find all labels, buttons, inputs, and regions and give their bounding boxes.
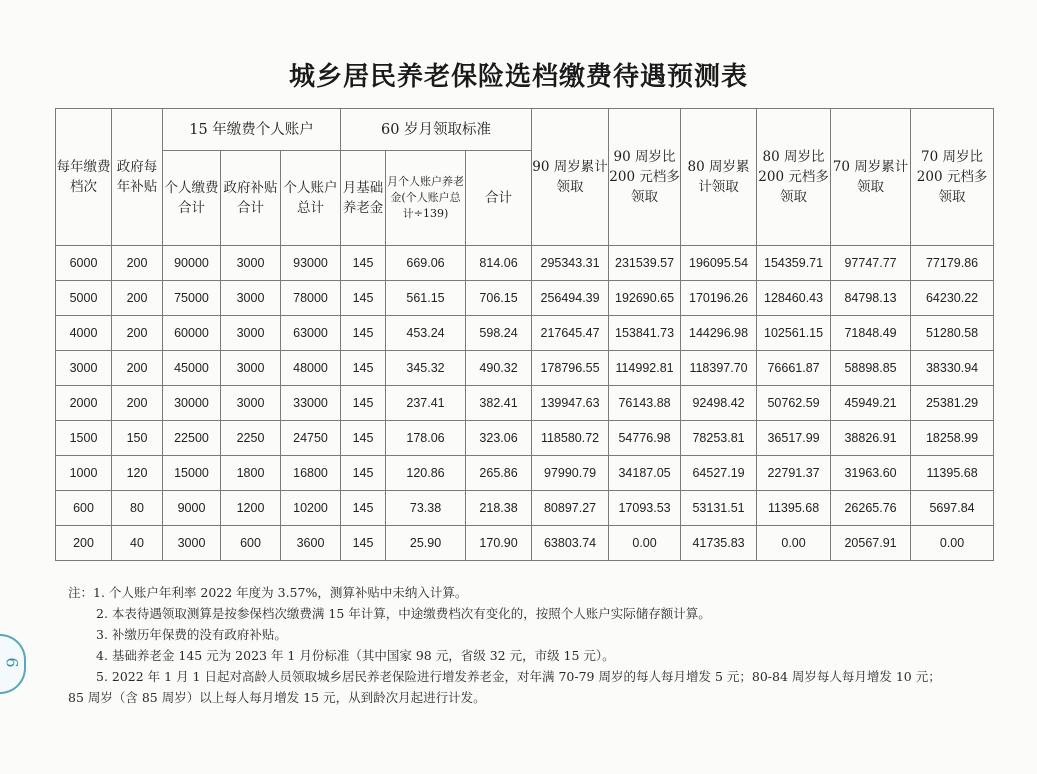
table-cell: 150 <box>112 421 163 456</box>
table-cell: 453.24 <box>386 316 466 351</box>
table-cell: 41735.83 <box>681 526 757 561</box>
table-cell: 58898.85 <box>831 351 911 386</box>
table-cell: 3000 <box>221 316 281 351</box>
table-row <box>56 526 994 561</box>
note-2: 2. 本表待遇领取测算是按参保档次缴费满 15 年计算，中途缴费档次有变化的，按照个人账户实际储存额计算。 <box>96 606 711 621</box>
header-personal-total: 个人缴费合计 <box>163 151 221 246</box>
table-cell: 145 <box>341 246 386 281</box>
page-number: 6 <box>2 657 22 668</box>
header-personal-pension: 月个人账户养老金(个人账户总计÷139) <box>386 151 466 246</box>
table-row <box>56 246 994 281</box>
header-group-monthly: 60 岁月领取标准 <box>341 109 532 151</box>
table-row <box>56 351 994 386</box>
table-cell: 154359.71 <box>757 246 831 281</box>
table-cell: 80897.27 <box>532 491 609 526</box>
table-cell: 45949.21 <box>831 386 911 421</box>
table-cell: 295343.31 <box>532 246 609 281</box>
table-cell: 84798.13 <box>831 281 911 316</box>
table-cell: 598.24 <box>466 316 532 351</box>
table-cell: 669.06 <box>386 246 466 281</box>
table-cell: 345.32 <box>386 351 466 386</box>
table-cell: 48000 <box>281 351 341 386</box>
header-basic-pension: 月基础养老金 <box>341 151 386 246</box>
table-cell: 93000 <box>281 246 341 281</box>
table-cell: 38826.91 <box>831 421 911 456</box>
table-cell: 40 <box>112 526 163 561</box>
table-cell: 192690.65 <box>609 281 681 316</box>
table-cell: 2250 <box>221 421 281 456</box>
table-cell: 178.06 <box>386 421 466 456</box>
table-cell: 17093.53 <box>609 491 681 526</box>
table-cell: 18258.99 <box>911 421 994 456</box>
table-cell: 145 <box>341 421 386 456</box>
header-monthly-sum: 合计 <box>466 151 532 246</box>
table-cell: 26265.76 <box>831 491 911 526</box>
table-cell: 196095.54 <box>681 246 757 281</box>
table-cell: 38330.94 <box>911 351 994 386</box>
table-cell: 1800 <box>221 456 281 491</box>
table-cell: 128460.43 <box>757 281 831 316</box>
table-cell: 33000 <box>281 386 341 421</box>
table-cell: 10200 <box>281 491 341 526</box>
table-cell: 153841.73 <box>609 316 681 351</box>
table-cell: 97990.79 <box>532 456 609 491</box>
table-cell: 92498.42 <box>681 386 757 421</box>
table-cell: 118580.72 <box>532 421 609 456</box>
table-cell: 0.00 <box>609 526 681 561</box>
table-cell: 22500 <box>163 421 221 456</box>
table-cell: 145 <box>341 456 386 491</box>
header-account-total: 个人账户总计 <box>281 151 341 246</box>
table-cell: 145 <box>341 386 386 421</box>
table-cell: 31963.60 <box>831 456 911 491</box>
table-cell: 217645.47 <box>532 316 609 351</box>
table-cell: 54776.98 <box>609 421 681 456</box>
table-cell: 170.90 <box>466 526 532 561</box>
table-cell: 256494.39 <box>532 281 609 316</box>
header-cum80: 80 周岁累计领取 <box>681 109 757 246</box>
table-cell: 80 <box>112 491 163 526</box>
table-cell: 24750 <box>281 421 341 456</box>
table-row <box>56 421 994 456</box>
table-cell: 3000 <box>221 386 281 421</box>
table-cell: 145 <box>341 281 386 316</box>
table-cell: 3000 <box>221 246 281 281</box>
table-cell: 323.06 <box>466 421 532 456</box>
table-cell: 120.86 <box>386 456 466 491</box>
table-cell: 706.15 <box>466 281 532 316</box>
header-cum90: 90 周岁累计领取 <box>532 109 609 246</box>
header-more80: 80 周岁比 200 元档多领取 <box>757 109 831 246</box>
table-cell: 76661.87 <box>757 351 831 386</box>
table-cell: 561.15 <box>386 281 466 316</box>
table-cell: 9000 <box>163 491 221 526</box>
note-5-continued: 85 周岁（含 85 周岁）以上每人每月增发 15 元，从到龄次月起进行计发。 <box>68 690 486 705</box>
table-cell: 3000 <box>221 281 281 316</box>
table-cell: 382.41 <box>466 386 532 421</box>
table-cell: 200 <box>112 281 163 316</box>
table-cell: 102561.15 <box>757 316 831 351</box>
table-cell: 64230.22 <box>911 281 994 316</box>
table-cell: 0.00 <box>757 526 831 561</box>
notes-section <box>68 582 1008 708</box>
table-cell: 145 <box>341 491 386 526</box>
table-cell: 71848.49 <box>831 316 911 351</box>
note-1: 注：1. 个人账户年利率 2022 年度为 3.57%，测算补贴中未纳入计算。 <box>68 585 468 600</box>
table-cell: 34187.05 <box>609 456 681 491</box>
header-more70: 70 周岁比 200 元档多领取 <box>911 109 994 246</box>
table-cell: 237.41 <box>386 386 466 421</box>
table-cell: 63000 <box>281 316 341 351</box>
header-gov-total: 政府补贴合计 <box>221 151 281 246</box>
table-cell: 77179.86 <box>911 246 994 281</box>
note-4: 4. 基础养老金 145 元为 2023 年 1 月份标准（其中国家 98 元，省级 32 元，市级 15 元）。 <box>96 648 615 663</box>
table-cell: 4000 <box>56 316 112 351</box>
table-cell: 200 <box>112 386 163 421</box>
table-row <box>56 386 994 421</box>
page-number-badge <box>0 634 26 694</box>
table-row <box>56 316 994 351</box>
table-cell: 200 <box>112 316 163 351</box>
table-cell: 5000 <box>56 281 112 316</box>
table-cell: 50762.59 <box>757 386 831 421</box>
table-cell: 145 <box>341 526 386 561</box>
table-cell: 63803.74 <box>532 526 609 561</box>
table-cell: 200 <box>112 351 163 386</box>
table-cell: 200 <box>56 526 112 561</box>
table-cell: 60000 <box>163 316 221 351</box>
table-cell: 145 <box>341 351 386 386</box>
page-title: 城乡居民养老保险选档缴费待遇预测表 <box>288 62 748 92</box>
table-cell: 73.38 <box>386 491 466 526</box>
table-cell: 120 <box>112 456 163 491</box>
table-cell: 114992.81 <box>609 351 681 386</box>
table-cell: 25381.29 <box>911 386 994 421</box>
table-cell: 814.06 <box>466 246 532 281</box>
table-cell: 490.32 <box>466 351 532 386</box>
table-cell: 178796.55 <box>532 351 609 386</box>
table-row <box>56 281 994 316</box>
header-subsidy: 政府每年补贴 <box>112 109 163 246</box>
header-more90: 90 周岁比 200 元档多领取 <box>609 109 681 246</box>
table-cell: 0.00 <box>911 526 994 561</box>
header-group-account: 15 年缴费个人账户 <box>163 109 341 151</box>
table-cell: 11395.68 <box>757 491 831 526</box>
table-cell: 5697.84 <box>911 491 994 526</box>
table-cell: 78000 <box>281 281 341 316</box>
header-cum70: 70 周岁累计领取 <box>831 109 911 246</box>
table-cell: 11395.68 <box>911 456 994 491</box>
table-body <box>56 246 994 561</box>
table-cell: 3000 <box>221 351 281 386</box>
table-cell: 1000 <box>56 456 112 491</box>
note-5: 5. 2022 年 1 月 1 日起对高龄人员领取城乡居民养老保险进行增发养老金，对年满 70-79 周岁的每人每月增发 5 元；80-84 周岁每人每月增发 10 元； <box>96 669 941 684</box>
table-cell: 30000 <box>163 386 221 421</box>
table-cell: 218.38 <box>466 491 532 526</box>
table-cell: 144296.98 <box>681 316 757 351</box>
pension-forecast-table <box>55 108 994 561</box>
table-cell: 600 <box>221 526 281 561</box>
table-cell: 145 <box>341 316 386 351</box>
table-cell: 6000 <box>56 246 112 281</box>
table-cell: 200 <box>112 246 163 281</box>
table-cell: 64527.19 <box>681 456 757 491</box>
table-row <box>56 491 994 526</box>
table-cell: 118397.70 <box>681 351 757 386</box>
table-cell: 3000 <box>56 351 112 386</box>
table-cell: 75000 <box>163 281 221 316</box>
table-cell: 20567.91 <box>831 526 911 561</box>
table-cell: 22791.37 <box>757 456 831 491</box>
note-3: 3. 补缴历年保费的没有政府补贴。 <box>96 627 287 642</box>
table-cell: 53131.51 <box>681 491 757 526</box>
table-cell: 16800 <box>281 456 341 491</box>
table-cell: 78253.81 <box>681 421 757 456</box>
table-cell: 1200 <box>221 491 281 526</box>
header-level: 每年缴费档次 <box>56 109 112 246</box>
table-cell: 45000 <box>163 351 221 386</box>
table-cell: 97747.77 <box>831 246 911 281</box>
table-cell: 76143.88 <box>609 386 681 421</box>
table-cell: 3000 <box>163 526 221 561</box>
table-cell: 600 <box>56 491 112 526</box>
table-cell: 90000 <box>163 246 221 281</box>
table-cell: 15000 <box>163 456 221 491</box>
table-cell: 36517.99 <box>757 421 831 456</box>
table-cell: 51280.58 <box>911 316 994 351</box>
table-cell: 231539.57 <box>609 246 681 281</box>
table-row <box>56 456 994 491</box>
table-cell: 1500 <box>56 421 112 456</box>
table-cell: 2000 <box>56 386 112 421</box>
table-cell: 3600 <box>281 526 341 561</box>
table-cell: 139947.63 <box>532 386 609 421</box>
table-cell: 25.90 <box>386 526 466 561</box>
table-cell: 170196.26 <box>681 281 757 316</box>
table-cell: 265.86 <box>466 456 532 491</box>
